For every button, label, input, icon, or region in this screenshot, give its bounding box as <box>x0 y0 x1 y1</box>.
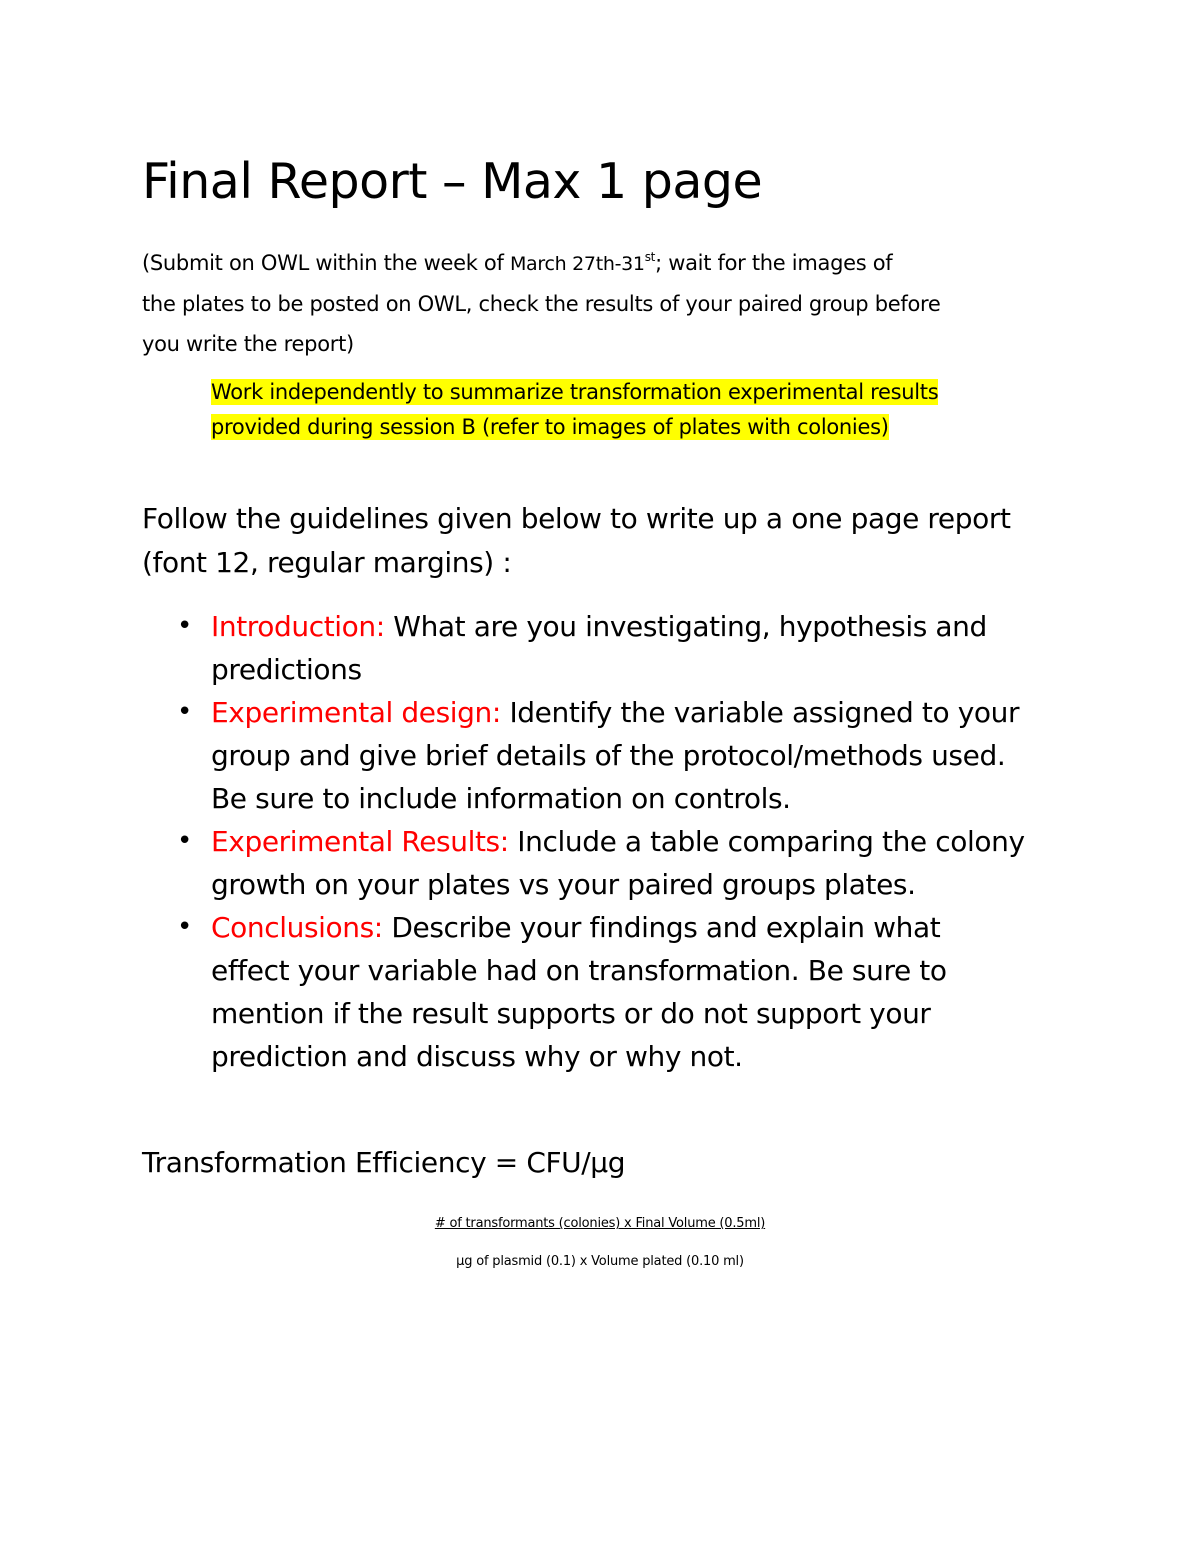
list-item-text: group and give brief details of the protocol/methods used. <box>211 739 1006 772</box>
formula-denominator: µg of plasmid (0.1) x Volume plated (0.10 ml) <box>456 1254 744 1269</box>
submission-note-line-2: the plates to be posted on OWL, check the results of your paired group before <box>142 292 941 316</box>
bullet-icon: • <box>177 611 192 641</box>
section-label: Experimental design: <box>211 696 501 729</box>
guidelines-list <box>142 605 1082 1078</box>
list-item-introduction <box>142 605 1082 691</box>
list-item-text: Be sure to include information on controls. <box>211 782 791 815</box>
bullet-icon: • <box>177 912 192 942</box>
section-label: Introduction: <box>211 610 385 643</box>
list-item-text: prediction and discuss why or why not. <box>211 1040 743 1073</box>
highlighted-instruction-line-2: provided during session B (refer to images of plates with colonies) <box>211 415 889 439</box>
list-item-experimental-design <box>142 691 1082 820</box>
section-label: Conclusions: <box>211 911 383 944</box>
list-item-text: mention if the result supports or do not support your <box>211 997 931 1030</box>
guidelines-intro-line-1: Follow the guidelines given below to write up a one page report <box>142 502 1011 535</box>
list-item-text: predictions <box>211 653 362 686</box>
submission-note-text: (Submit on OWL within the week of <box>142 251 510 275</box>
list-item-text: growth on your plates vs your paired groups plates. <box>211 868 916 901</box>
bullet-icon: • <box>177 697 192 727</box>
bullet-icon: • <box>177 826 192 856</box>
submission-note-line-3: you write the report) <box>142 332 354 356</box>
submission-note-line-1 <box>142 243 1062 284</box>
section-label: Experimental Results: <box>211 825 509 858</box>
highlighted-instruction-line-1: Work independently to summarize transformation experimental results <box>211 380 939 404</box>
list-item-text: Identify the variable assigned to your <box>500 696 1020 729</box>
list-item-text: effect your variable had on transformation. Be sure to <box>211 954 947 987</box>
list-item-conclusions <box>142 906 1082 1078</box>
submission-note-text: ; wait for the images of <box>655 251 893 275</box>
page-title: Final Report – Max 1 page <box>142 153 763 210</box>
guidelines-intro <box>142 497 1011 585</box>
guidelines-intro-line-2: (font 12, regular margins) : <box>142 546 512 579</box>
date-superscript: st <box>644 250 656 264</box>
list-item-text: Describe your findings and explain what <box>382 911 941 944</box>
submission-note <box>142 243 1062 364</box>
submission-date: March 27th-31 <box>509 253 645 275</box>
efficiency-equation: Transformation Efficiency = CFU/µg <box>142 1146 626 1179</box>
list-item-text: What are you investigating, hypothesis and <box>384 610 987 643</box>
highlighted-instruction <box>211 375 938 445</box>
formula-numerator: # of transformants (colonies) x Final Volume (0.5ml) <box>434 1216 766 1231</box>
list-item-text: Include a table comparing the colony <box>508 825 1025 858</box>
list-item-experimental-results <box>142 820 1082 906</box>
